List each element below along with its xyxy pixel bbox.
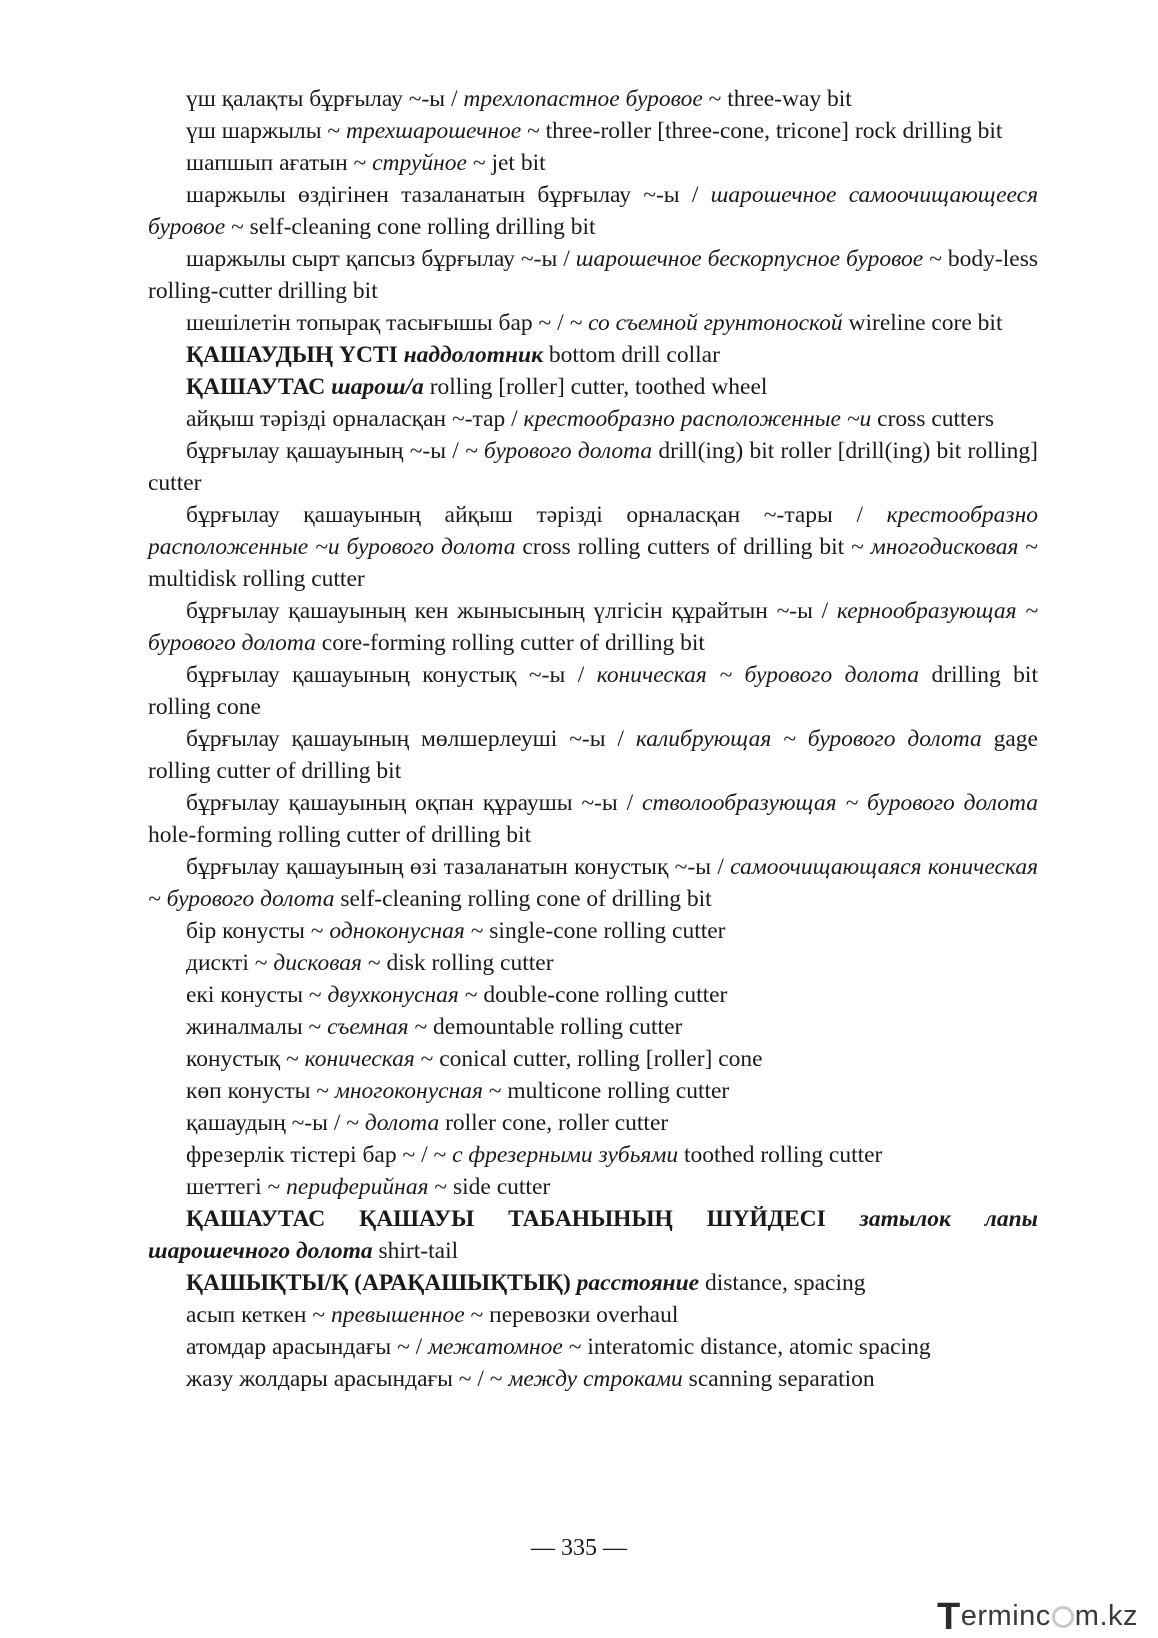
- dictionary-entry: [148, 1107, 1038, 1139]
- logo-letter: T: [937, 1596, 961, 1638]
- entry-text: фрезерлік тістері бар ~ / ~: [186, 1142, 453, 1168]
- site-logo[interactable]: [937, 1592, 1138, 1638]
- entry-text: бұрғылау қашауының конустық ~-ы /: [186, 662, 597, 688]
- entry-text: бір конусты ~: [186, 918, 330, 944]
- entry-text: наддолотник: [403, 342, 544, 368]
- dictionary-entry: [148, 339, 1038, 371]
- entry-text: коническая: [304, 1046, 415, 1072]
- dictionary-entry: [148, 979, 1038, 1011]
- dictionary-entry: [148, 435, 1038, 499]
- logo-text: erminc: [960, 1600, 1051, 1632]
- entry-text: струйное: [372, 150, 467, 176]
- dictionary-entry: [148, 1363, 1038, 1395]
- entry-text: ~ conical cutter, rolling [roller] cone: [414, 1046, 763, 1072]
- entry-text: hole-forming rolling cutter of drilling bit: [148, 822, 532, 848]
- entry-text: gage rolling cutter of drilling bit: [148, 726, 1038, 784]
- entry-text: шаржылы сырт қапсыз бұрғылау ~-ы /: [186, 246, 576, 272]
- entry-text: roller cone, roller cutter: [439, 1110, 669, 1136]
- entry-text: шеттегі ~: [186, 1174, 287, 1200]
- dictionary-entry: [148, 403, 1038, 435]
- entry-text: cross cutters: [871, 406, 994, 432]
- dictionary-entry: [148, 787, 1038, 851]
- entry-text: бұрғылау қашауының айқыш тәрізді орналасқан ~-тары /: [186, 502, 887, 528]
- entry-text: между строками: [508, 1366, 683, 1392]
- entry-text: дисковая: [273, 950, 362, 976]
- entry-text: асып кеткен ~: [186, 1302, 331, 1328]
- entry-text: коническая ~ бурового долота: [596, 662, 920, 688]
- entry-text: ҚАШАУДЫҢ ҮСТІ: [186, 342, 404, 368]
- entry-text: scanning separation: [682, 1366, 875, 1392]
- entry-text: шешілетін топырақ тасығышы бар ~ /: [186, 310, 570, 336]
- entry-text: ҚАШАУТАС: [186, 374, 332, 400]
- entry-text: rolling [roller] cutter, toothed wheel: [423, 374, 768, 400]
- entry-text: core-forming rolling cutter of drilling bit: [315, 630, 705, 656]
- entry-text: ~ disk rolling cutter: [361, 950, 554, 976]
- entry-text: ~ demountable rolling cutter: [408, 1014, 683, 1040]
- dictionary-page: [148, 83, 1038, 1395]
- entry-text: екі конусты ~: [186, 982, 328, 1008]
- entry-text: межатомное: [428, 1334, 563, 1360]
- dictionary-entry: [148, 851, 1038, 915]
- entry-text: ~ double-cone rolling cutter: [458, 982, 728, 1008]
- entry-text: бұрғылау қашауының оқпан құраушы ~-ы /: [186, 790, 643, 816]
- entry-text: үш шаржылы ~: [186, 118, 347, 144]
- dictionary-entry: [148, 1331, 1038, 1363]
- entry-text: ~ jet bit: [467, 150, 546, 176]
- entry-text: үш қалақты бұрғылау ~-ы /: [186, 86, 464, 112]
- dictionary-entry: [148, 243, 1038, 307]
- entry-text: бұрғылау қашауының мөлшерлеуші ~-ы /: [186, 726, 636, 752]
- dictionary-entry: [148, 179, 1038, 243]
- entry-text: многоконусная: [334, 1078, 483, 1104]
- entry-text: ~ side cutter: [428, 1174, 551, 1200]
- entry-text: drilling bit rolling cone: [148, 662, 1038, 720]
- entry-text: с фрезерными зубьями: [452, 1142, 679, 1168]
- entry-text: жазу жолдары арасындағы ~ / ~: [186, 1366, 509, 1392]
- entry-text: ~ three-roller [three-cone, tricone] rock drilling bit: [521, 118, 1003, 144]
- logo-circle-icon: [1052, 1606, 1074, 1628]
- entry-text: ~ self-cleaning cone rolling drilling bit: [225, 214, 596, 240]
- dictionary-entry: [148, 1011, 1038, 1043]
- entry-text: bottom drill collar: [543, 342, 720, 368]
- entry-text: toothed rolling cutter: [678, 1142, 883, 1168]
- entry-text: трехшарошечное: [346, 118, 522, 144]
- entry-text: расстояние: [576, 1270, 700, 1296]
- dictionary-entry: [148, 499, 1038, 595]
- entry-text: кернообразующая ~ бурового долота: [148, 598, 1038, 656]
- entry-text: съемная: [327, 1014, 409, 1040]
- entry-text: ~ interatomic distance, atomic spacing: [562, 1334, 931, 1360]
- entry-text: бұрғылау қашауының кен жынысының үлгісін құрайтын ~-ы /: [186, 598, 837, 624]
- entry-text: ~ three-way bit: [702, 86, 852, 112]
- entry-text: периферийная: [286, 1174, 429, 1200]
- entry-text: ~ multidisk rolling cutter: [148, 534, 1039, 592]
- entry-text: ~ перевозки overhaul: [464, 1302, 679, 1328]
- entry-text: бұрғылау қашауының өзі тазаланатын конустық ~-ы /: [186, 854, 731, 880]
- entry-text: көп конусты ~: [186, 1078, 335, 1104]
- entry-text: шарош/а: [331, 374, 424, 400]
- entry-text: shirt-tail: [372, 1238, 459, 1264]
- entry-text: конустық ~: [186, 1046, 305, 1072]
- dictionary-entry: [148, 659, 1038, 723]
- entry-text: айқыш тәрізді орналасқан ~-тар /: [186, 406, 524, 432]
- dictionary-entry: [148, 1075, 1038, 1107]
- entry-text: жиналмалы ~: [186, 1014, 328, 1040]
- entry-text: ~ бурового долота: [465, 438, 653, 464]
- dictionary-entry: [148, 371, 1038, 403]
- dictionary-entry: [148, 1171, 1038, 1203]
- entry-text: ~ body-less rolling-cutter drilling bit: [148, 246, 1038, 304]
- page-number: — 335 —: [531, 1535, 627, 1561]
- dictionary-entry: [148, 115, 1038, 147]
- dictionary-entry: [148, 1299, 1038, 1331]
- entry-text: бұрғылау қашауының ~-ы /: [186, 438, 465, 464]
- logo-domain: m.kz: [1074, 1600, 1138, 1632]
- entry-text: крестообразно расположенные ~и: [523, 406, 872, 432]
- entry-text: шапшып ағатын ~: [186, 150, 373, 176]
- entry-text: wireline core bit: [842, 310, 1003, 336]
- entry-text: превышенное: [330, 1302, 465, 1328]
- entry-text: калибрующая ~ бурового долота: [635, 726, 982, 752]
- dictionary-entry: [148, 83, 1038, 115]
- entry-text: долота: [364, 1110, 440, 1136]
- entry-text: шарошечное бескорпусное буровое: [575, 246, 924, 272]
- entry-text: ҚАШЫҚТЫ/Қ (АРАҚАШЫҚТЫҚ): [186, 1270, 577, 1296]
- dictionary-entry: [148, 915, 1038, 947]
- entry-text: атомдар арасындағы ~ /: [186, 1334, 429, 1360]
- dictionary-entry: [148, 595, 1038, 659]
- dictionary-entry: [148, 947, 1038, 979]
- entry-text: крестообразно расположенные ~и бурового долота: [148, 502, 1038, 560]
- entry-text: затылок лапы шарошечного долота: [148, 1206, 1038, 1264]
- entry-text: многодисковая: [870, 534, 1019, 560]
- entry-text: шарошечное самоочищающееся буровое: [148, 182, 1038, 240]
- dictionary-entry: [148, 307, 1038, 339]
- entry-text: ҚАШАУТАС ҚАШАУЫ ТАБАНЫНЫҢ ШҮЙДЕСІ: [186, 1206, 860, 1232]
- entry-text: cross rolling cutters of drilling bit ~: [515, 534, 871, 560]
- dictionary-entry: [148, 1043, 1038, 1075]
- entry-text: трехлопастное буровое: [463, 86, 703, 112]
- entry-text: самоочищающаяся коническая ~ бурового долота: [148, 854, 1039, 912]
- entry-text: қашаудың ~-ы / ~: [186, 1110, 365, 1136]
- dictionary-entry: [148, 1267, 1038, 1299]
- entry-text: одноконусная: [329, 918, 465, 944]
- entry-text: шаржылы өздігінен тазаланатын бұрғылау ~-ы /: [186, 182, 711, 208]
- dictionary-entry: [148, 1139, 1038, 1171]
- entry-text: стволообразующая ~ бурового долота: [642, 790, 1038, 816]
- entry-text: ~ со съемной грунтоноской: [569, 310, 843, 336]
- entry-text: двухконусная: [327, 982, 459, 1008]
- entry-text: дискті ~: [186, 950, 274, 976]
- dictionary-entry: [148, 1203, 1038, 1267]
- entry-text: self-cleaning rolling cone of drilling bit: [334, 886, 712, 912]
- dictionary-entry: [148, 147, 1038, 179]
- dictionary-entry: [148, 723, 1038, 787]
- entry-text: distance, spacing: [699, 1270, 866, 1296]
- entry-text: ~ single-cone rolling cutter: [464, 918, 726, 944]
- entry-text: ~ multicone rolling cutter: [482, 1078, 730, 1104]
- entry-text: drill(ing) bit roller [drill(ing) bit rolling] cutter: [148, 438, 1038, 496]
